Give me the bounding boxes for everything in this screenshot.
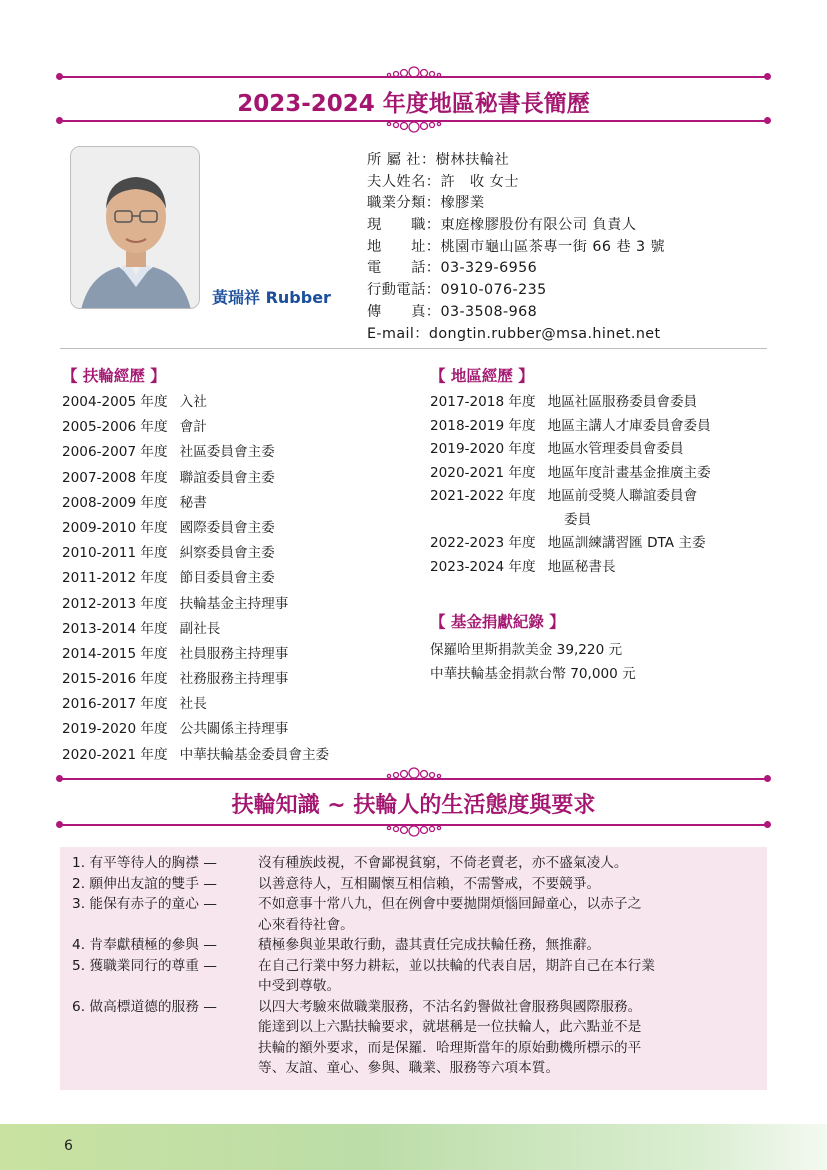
rotary-history-item <box>62 619 329 644</box>
knowledge-term: 2. 願伸出友誼的雙手 — <box>72 875 217 892</box>
fund-list <box>430 638 636 686</box>
knowledge-line: 沒有種族歧視，不會鄙視貧窮，不倚老賣老，亦不盛氣凌人。 <box>258 855 628 871</box>
district-history-item <box>430 416 711 440</box>
top-divider <box>60 76 767 78</box>
knowledge-line: 以善意待人，互相關懷互相信賴，不需警戒，不要競爭。 <box>258 875 601 892</box>
year-label: 2023-2024 年度 <box>430 558 536 575</box>
role-label: 地區主講人才庫委員會委員 <box>547 417 711 434</box>
year-label: 2013-2014 年度 <box>62 620 168 637</box>
knowledge-line: 等、友誼、童心、參與、職業、服務等六項本質。 <box>258 1060 560 1076</box>
year-label: 2019-2020 年度 <box>62 721 168 738</box>
role-label: 地區水管理委員會委員 <box>547 441 684 457</box>
role-label: 公共關係主持理事 <box>179 721 289 738</box>
info-row: 職業分類：橡膠業 <box>367 195 485 212</box>
profile-info <box>367 150 665 345</box>
info-row: 所 屬 社：樹林扶輪社 <box>367 152 510 168</box>
info-row: E-mail：dongtin.rubber@msa.hinet.net <box>367 325 661 342</box>
role-label: 社務服務主持理事 <box>179 671 289 688</box>
knowledge-term: 4. 肯奉獻積極的參與 — <box>72 937 217 953</box>
role-label: 社長 <box>179 696 207 713</box>
knowledge-description <box>258 853 758 874</box>
knowledge-line: 中受到尊敬。 <box>258 978 341 994</box>
year-label: 2009-2010 年度 <box>62 519 168 536</box>
rotary-history-item <box>62 669 329 694</box>
rotary-history-item <box>62 493 329 518</box>
role-label: 地區年度計畫基金推廣主委 <box>547 464 711 481</box>
knowledge-item <box>72 894 758 935</box>
role-label: 節目委員會主委 <box>179 570 275 587</box>
rotary-history-item <box>62 719 329 744</box>
knowledge-top-divider <box>60 778 767 780</box>
knowledge-description <box>258 874 758 895</box>
year-label: 2006-2007 年度 <box>62 444 168 461</box>
knowledge-description <box>258 935 758 956</box>
rotary-history-item <box>62 694 329 719</box>
fund-item: 保羅哈里斯捐款美金 39,220 元 <box>430 642 623 658</box>
year-label: 2005-2006 年度 <box>62 419 168 436</box>
role-label: 國際委員會主委 <box>179 519 275 536</box>
knowledge-line: 積極參與並果敢行動，盡其責任完成扶輪任務，無推辭。 <box>258 937 601 953</box>
year-label: 2004-2005 年度 <box>62 394 168 410</box>
knowledge-item <box>72 935 758 956</box>
section-divider <box>60 348 767 349</box>
knowledge-line: 以四大考驗來做職業服務，不沽名釣譽做社會服務與國際服務。 <box>258 998 642 1015</box>
person-portrait-icon <box>71 147 200 309</box>
role-label: 扶輪基金主持理事 <box>179 595 289 612</box>
role-label: 秘書 <box>179 494 207 511</box>
info-row: 現 職：東庭橡膠股份有限公司 負責人 <box>367 217 637 234</box>
rotary-history-item <box>62 543 329 568</box>
info-row: 地 址：桃園市龜山區茶專一街 66 巷 3 號 <box>367 238 666 255</box>
rotary-history-item <box>62 392 329 417</box>
district-history-item <box>430 510 711 534</box>
knowledge-term: 3. 能保有赤子的童心 — <box>72 896 217 912</box>
year-label: 2020-2021 年度 <box>62 746 168 763</box>
year-label: 2011-2012 年度 <box>62 570 168 587</box>
year-label: 2010-2011 年度 <box>62 545 168 562</box>
info-row: 傳 真：03-3508-968 <box>367 303 538 320</box>
role-label: 入社 <box>179 394 207 410</box>
district-history-item <box>430 486 711 510</box>
rotary-history-list <box>62 392 329 770</box>
district-history-list <box>430 392 711 580</box>
knowledge-item <box>72 997 758 1079</box>
rotary-history-item <box>62 568 329 593</box>
profile-photo <box>70 146 200 309</box>
rotary-history-item <box>62 745 329 770</box>
knowledge-item <box>72 853 758 874</box>
info-row: 夫人姓名：許 收 女士 <box>367 173 519 190</box>
knowledge-line: 能達到以上六點扶輪要求，就堪稱是一位扶輪人，此六點並不是 <box>258 1019 642 1035</box>
role-label: 社區委員會主委 <box>179 444 275 461</box>
rotary-history-item <box>62 468 329 493</box>
role-label: 地區社區服務委員會委員 <box>547 394 698 410</box>
role-label: 社員服務主持理事 <box>179 645 289 662</box>
role-label: 聯誼委員會主委 <box>179 469 275 486</box>
page-number: 6 <box>64 1138 73 1154</box>
district-history-item <box>430 557 711 581</box>
role-label: 副社長 <box>179 620 221 637</box>
knowledge-line: 心來看待社會。 <box>258 916 354 933</box>
year-label: 2012-2013 年度 <box>62 595 168 612</box>
year-label: 2015-2016 年度 <box>62 671 168 688</box>
district-history-item <box>430 392 711 416</box>
role-label: 地區前受獎人聯誼委員會 <box>547 488 698 504</box>
info-row: 電 話：03-329-6956 <box>367 260 538 277</box>
rotary-history-heading: 【 扶輪經歷 】 <box>62 367 166 385</box>
role-label: 糾察委員會主委 <box>179 545 275 562</box>
role-label: 地區秘書長 <box>547 558 616 575</box>
knowledge-description <box>258 956 758 997</box>
member-name: 黃瑞祥 Rubber <box>212 288 331 307</box>
role-label: 委員 <box>564 511 592 528</box>
rotary-history-item <box>62 442 329 467</box>
page-title: 2023-2024 年度地區秘書長簡歷 <box>237 91 590 117</box>
district-history-heading: 【 地區經歷 】 <box>430 367 534 385</box>
knowledge-item <box>72 874 758 895</box>
info-row: 行動電話：0910-076-235 <box>367 282 547 299</box>
knowledge-list <box>72 853 758 1079</box>
role-label: 中華扶輪基金委員會主委 <box>179 746 330 763</box>
knowledge-line: 在自己行業中努力耕耘，並以扶輪的代表自居，期許自己在本行業 <box>258 957 655 974</box>
knowledge-line: 不如意事十常八九，但在例會中要拋開煩惱回歸童心，以赤子之 <box>258 896 642 912</box>
knowledge-term: 5. 獲職業同行的尊重 — <box>72 957 217 974</box>
rotary-history-item <box>62 518 329 543</box>
fund-item: 中華扶輪基金捐款台幣 70,000 元 <box>430 666 636 682</box>
swirl-ornament-icon <box>383 823 445 839</box>
year-label: 2017-2018 年度 <box>430 394 536 410</box>
fund-heading: 【 基金捐獻紀錄 】 <box>430 613 565 631</box>
year-label: 2018-2019 年度 <box>430 417 536 434</box>
knowledge-item <box>72 956 758 997</box>
knowledge-description <box>258 997 758 1079</box>
knowledge-title: 扶輪知識 ~ 扶輪人的生活態度與要求 <box>231 793 596 818</box>
role-label: 地區訓練講習匯 DTA 主委 <box>547 535 706 551</box>
year-label: 2014-2015 年度 <box>62 645 168 662</box>
year-label: 2008-2009 年度 <box>62 494 168 511</box>
district-history-item <box>430 533 711 557</box>
year-label: 2016-2017 年度 <box>62 696 168 713</box>
swirl-ornament-icon <box>383 119 445 135</box>
rotary-history-item <box>62 417 329 442</box>
knowledge-line: 扶輪的額外要求，而是保羅．哈理斯當年的原始動機所標示的平 <box>258 1039 642 1056</box>
knowledge-term: 6. 做高標道德的服務 — <box>72 998 217 1015</box>
year-label: 2019-2020 年度 <box>430 441 536 457</box>
rotary-history-item <box>62 594 329 619</box>
year-label: 2022-2023 年度 <box>430 535 536 551</box>
knowledge-term: 1. 有平等待人的胸襟 — <box>72 855 217 871</box>
knowledge-description <box>258 894 758 935</box>
district-history-item <box>430 439 711 463</box>
footer-band <box>0 1124 827 1170</box>
district-history-item <box>430 463 711 487</box>
role-label: 會計 <box>179 419 207 436</box>
year-label: 2020-2021 年度 <box>430 464 536 481</box>
year-label: 2021-2022 年度 <box>430 488 536 504</box>
year-label: 2007-2008 年度 <box>62 469 168 486</box>
rotary-history-item <box>62 644 329 669</box>
